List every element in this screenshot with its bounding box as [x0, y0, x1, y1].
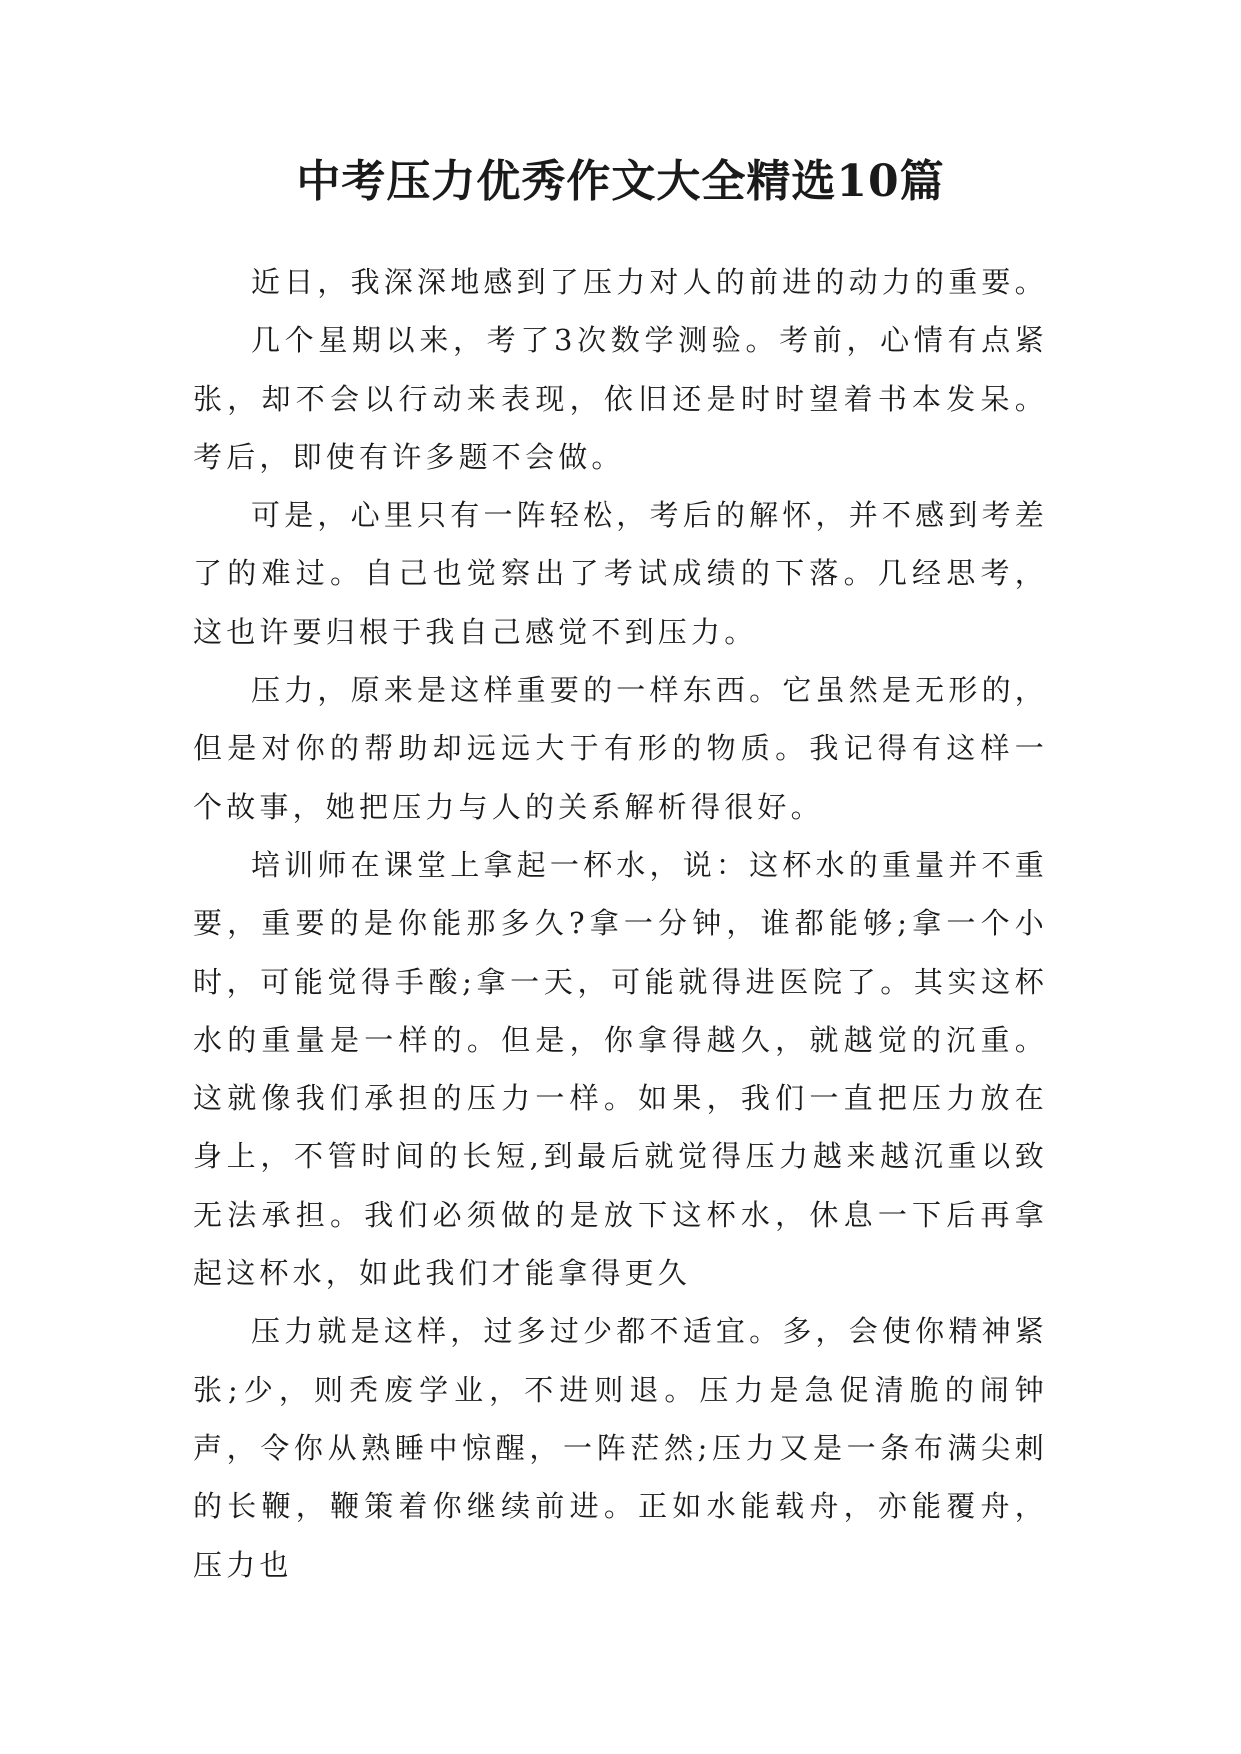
paragraph: 可是，心里只有一阵轻松，考后的解怀，并不感到考差了的难过。自己也觉察出了考试成绩的下落。几经思考，这也许要归根于我自己感觉不到压力。: [193, 498, 1048, 649]
paragraph: 压力就是这样，过多过少都不适宜。多，会使你精神紧张;少，则秃废学业，不进则退。压力是急促清脆的闹钟声，令你从熟睡中惊醒，一阵茫然;压力又是一条布满尖刺的长鞭，鞭策着你继续前进。正如水能载舟，亦能覆舟，压力也: [193, 1314, 1048, 1582]
paragraph: 培训师在课堂上拿起一杯水，说：这杯水的重量并不重要，重要的是你能那多久?拿一分钟，谁都能够;拿一个小时，可能觉得手酸;拿一天，可能就得进医院了。其实这杯水的重量是一样的。但是，你拿得越久，就越觉的沉重。这就像我们承担的压力一样。如果，我们一直把压力放在身上，不管时间的长短,到最后就觉得压力越来越沉重以致无法承担。我们必须做的是放下这杯水，休息一下后再拿起这杯水，如此我们才能拿得更久: [193, 847, 1048, 1291]
paragraph: 几个星期以来，考了3次数学测验。考前，心情有点紧张，却不会以行动来表现，依旧还是时时望着书本发呆。考后，即使有许多题不会做。: [193, 323, 1048, 474]
document-body: [193, 253, 1048, 1594]
document-title: 中考压力优秀作文大全精选10篇: [296, 156, 945, 207]
paragraph: 压力，原来是这样重要的一样东西。它虽然是无形的，但是对你的帮助却远远大于有形的物质。我记得有这样一个故事，她把压力与人的关系解析得很好。: [193, 673, 1048, 824]
paragraph: 近日，我深深地感到了压力对人的前进的动力的重要。: [251, 265, 1048, 299]
